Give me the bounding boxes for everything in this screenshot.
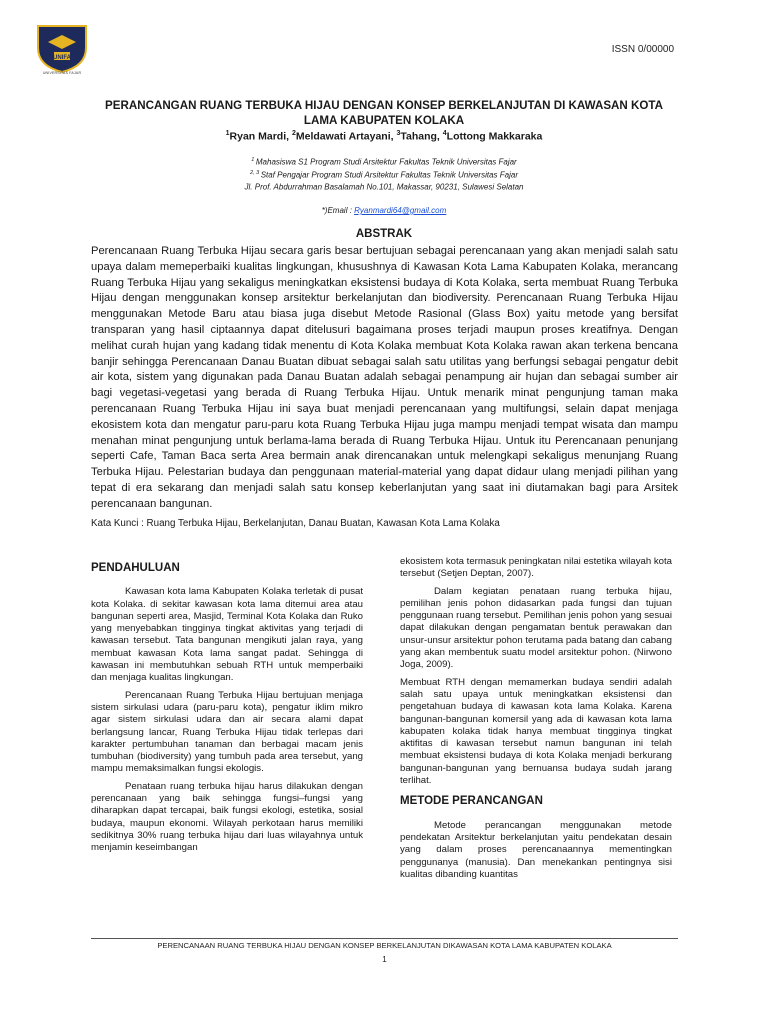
author-1-sup: 1	[225, 130, 230, 137]
email-link[interactable]: Ryanmardi64@gmail.com	[354, 206, 447, 215]
paragraph: ekosistem kota termasuk peningkatan nilai estetika wilayah kota tersebut (Setjen Deptan, 2007).	[400, 556, 672, 580]
author-2-name: Meldawati Artayani,	[295, 130, 397, 143]
email-label: *)Email :	[321, 206, 355, 215]
paragraph: Metode perancangan menggunakan metode pendekatan Arsitektur berkelanjutan yaitu pendekatan desain yang dalam proses perencanaannya mementingkan penggunanya (manusia). Dan menekankan pentingnya sisi kualitas dibanding kuantitas	[400, 819, 672, 880]
affiliation-address: Jl. Prof. Abdurrahman Basalamah No.101, Makassar, 90231, Sulawesi Selatan	[244, 182, 524, 192]
corresponding-email	[150, 206, 618, 215]
left-column	[91, 554, 363, 860]
section-heading-metode: METODE PERANCANGAN	[400, 795, 543, 808]
right-column	[400, 556, 672, 886]
paragraph: Penataan ruang terbuka hijau harus dilakukan dengan perencanaan yang baik sehingga fungsi–fungsi yang diharapkan dapat tercapai, baik fungsi ekologi, estetika, sosial budaya, maupun ekonomi. Wilayah perkotaan harus memiliki sedikitnya 30% ruang terbuka hijau dari luas wilayahnya untuk menjamin keseimbangan	[91, 780, 363, 854]
issn-number: ISSN 0/00000	[611, 44, 674, 55]
logo-text: UNIFA	[53, 55, 71, 61]
paragraph: Membuat RTH dengan memamerkan budaya sendiri adalah salah satu upaya untuk meningkatkan eksistensi dan pengetahuan budaya di kawasan kota lama Kolaka. Karena bangunan-bangunan komersil yang ada di kawasan kota lama kabupaten kolaka tidak hanya membuat tingginya tingkat aktifitas di kawasan tersebut namun bangunan ini telah membuat eksistensi budaya di kota Kolaka menjadi berkurang bangunan-bangunan yang bernuansa budaya sudah jarang terlihat.	[400, 676, 672, 787]
section-heading-pendahuluan: PENDAHULUAN	[91, 562, 180, 574]
paragraph: Dalam kegiatan penataan ruang terbuka hijau, pemilihan jenis pohon didasarkan pada fungsi dan tujuan penggunaan ruang tersebut. Pemilihan jenis pohon yang sesuai dapat dilakukan dengan pengamatan bentuk perawakan dan unsur-unsur arsitektur pohon terutama pada batang dan cabang yang akan membentuk suatu model arsitektur pohon. (Nirwono Joga, 2009).	[400, 585, 673, 671]
abstract-body: Perencanaan Ruang Terbuka Hijau secara garis besar bertujuan sebagai perencanaan yang akan menjadi salah satu upaya dalam memeperbaiki kualitas lingkungan, khusushnya di Kawasan Kota Lama Kabupaten Kolaka, merancang Ruang Terbuka Hijau yang sekaligus meningkatkan eksistensi budaya di Kota Kolaka, serta membuat Ruang Terbuka Hijau dengan menggunakan konsep arsitektur berkelanjutan dan biodiversity. Perencanaan Ruang Terbuka Hijau menggunakan Metode Baru atau biasa juga disebut Metode Rasional (Glass Box) yaitu metode yang bersifat transparan yang hasil ciptaannya dapat ditelusuri bagaimana proses terjadi maupun proses kreatifnya. Dengan melihat curah hujan yang kadang tidak menentu di Kota Kolaka membuat Kota Kolaka rawan akan terkena bencana banjir sehingga Perencanaan Danau Buatan dibuat sebagai salah satu utilitas yang berfungsi sebagai pengatur debit air kota, sistem yang digunakan pada Danau Buatan adalah sebagai penampung air hujan dan sebagai sumber air bagi vegetasi-vegetasi yang berada di Ruang Terbuka Hijau. Untuk menarik minat pengunjung taman maka perencanaan Ruang Terbuka Hijau ini saya buat menjadi perencanaan yang multifungsi, selain dapat menjaga ekosistem kota dan mengatur paru-paru kota Ruang Terbuka Hijau juga mampu menjadi tempat wisata dan mampu menahan minat pengunjung untuk berlama-lama berada di Ruang Terbuka Hijau. Untuk itu Perencanaan penunjang seperti Cafe, Taman Baca serta Area bermain anak direncanakan untuk melengkapi sekaligus menunjang Ruang Terbuka Hijau. Pelestarian budaya dan penggunaan material-material yang dapat didaur ulang menjadi pilihan yang tepat di era sekarang dan menjadi salah satu konsep keberlanjutan yang saat ini diutamakan bagi para Arsitek perencanaan bangunan.	[91, 245, 678, 510]
logo-caption: UNIVERSITAS FAJAR	[42, 71, 82, 75]
author-3-name: Tahang,	[400, 130, 443, 143]
affiliation-1: $^1$ Mahasiswa S1 Program Studi Arsitektur Fakultas Teknik Universitas Fajar	[251, 157, 517, 167]
author-3-sup: 3	[396, 130, 401, 137]
page-number: 1	[382, 955, 387, 964]
author-list	[100, 130, 668, 143]
university-logo	[34, 22, 90, 74]
paragraph: Perencanaan Ruang Terbuka Hijau bertujuan menjaga sistem sirkulasi udara (paru-paru kota), pengatur iklim mikro agar sistem sirkulasi udara dan air secara alami dapat berlangsung lancar, Ruang Terbuka Hijau tidak terlepas dari karakter pertumbuhan tanaman dan berbagai macam jenis tumbuhan (biodiversity) yang tumbuh pada area tersebut, yang mampu memaksimalkan fungsi ekologis.	[91, 689, 363, 775]
paragraph: Kawasan kota lama Kabupaten Kolaka terletak di pusat kota Kolaka. di sekitar kawasan kota lama ditemui area atau bangunan seperti area, Masjid, Terminal Kota Kolaka dan Ruko yang menyebabkan tingginya tingkat aktivitas yang terjadi di kawasan tersebut. Tata bangunan mengikuti jalan raya, yang membuat kawasan Kota lama sangat padat. Sehingga di kawasan ini membutuhkan sebuah RTH untuk memperbaiki dan menjaga kualitas lingkungan.	[91, 586, 363, 684]
abstract-heading: ABSTRAK	[355, 228, 413, 240]
paper-title: PERANCANGAN RUANG TERBUKA HIJAU DENGAN KONSEP BERKELANJUTAN DI KAWASAN KOTA LAMA KABUPATEN KOLAKA	[104, 99, 664, 127]
footer-divider	[91, 938, 678, 939]
running-footer: PERENCANAAN RUANG TERBUKA HIJAU DENGAN KONSEP BERKELANJUTAN DIKAWASAN KOTA LAMA KABUPATEN KOLAKA	[157, 941, 612, 950]
author-1-name: Ryan Mardi,	[229, 130, 292, 143]
author-2-sup: 2	[291, 130, 296, 137]
author-4-sup: 4	[442, 130, 447, 137]
keywords: Kata Kunci : Ruang Terbuka Hijau, Berkelanjutan, Danau Buatan, Kawasan Kota Lama Kolaka	[91, 518, 500, 529]
author-4-name: Lottong Makkaraka	[446, 130, 543, 143]
affiliation-2: $^{2, 3}$ Staf Pengajar Program Studi Arsitektur Fakultas Teknik Universitas Fajar	[250, 170, 518, 180]
